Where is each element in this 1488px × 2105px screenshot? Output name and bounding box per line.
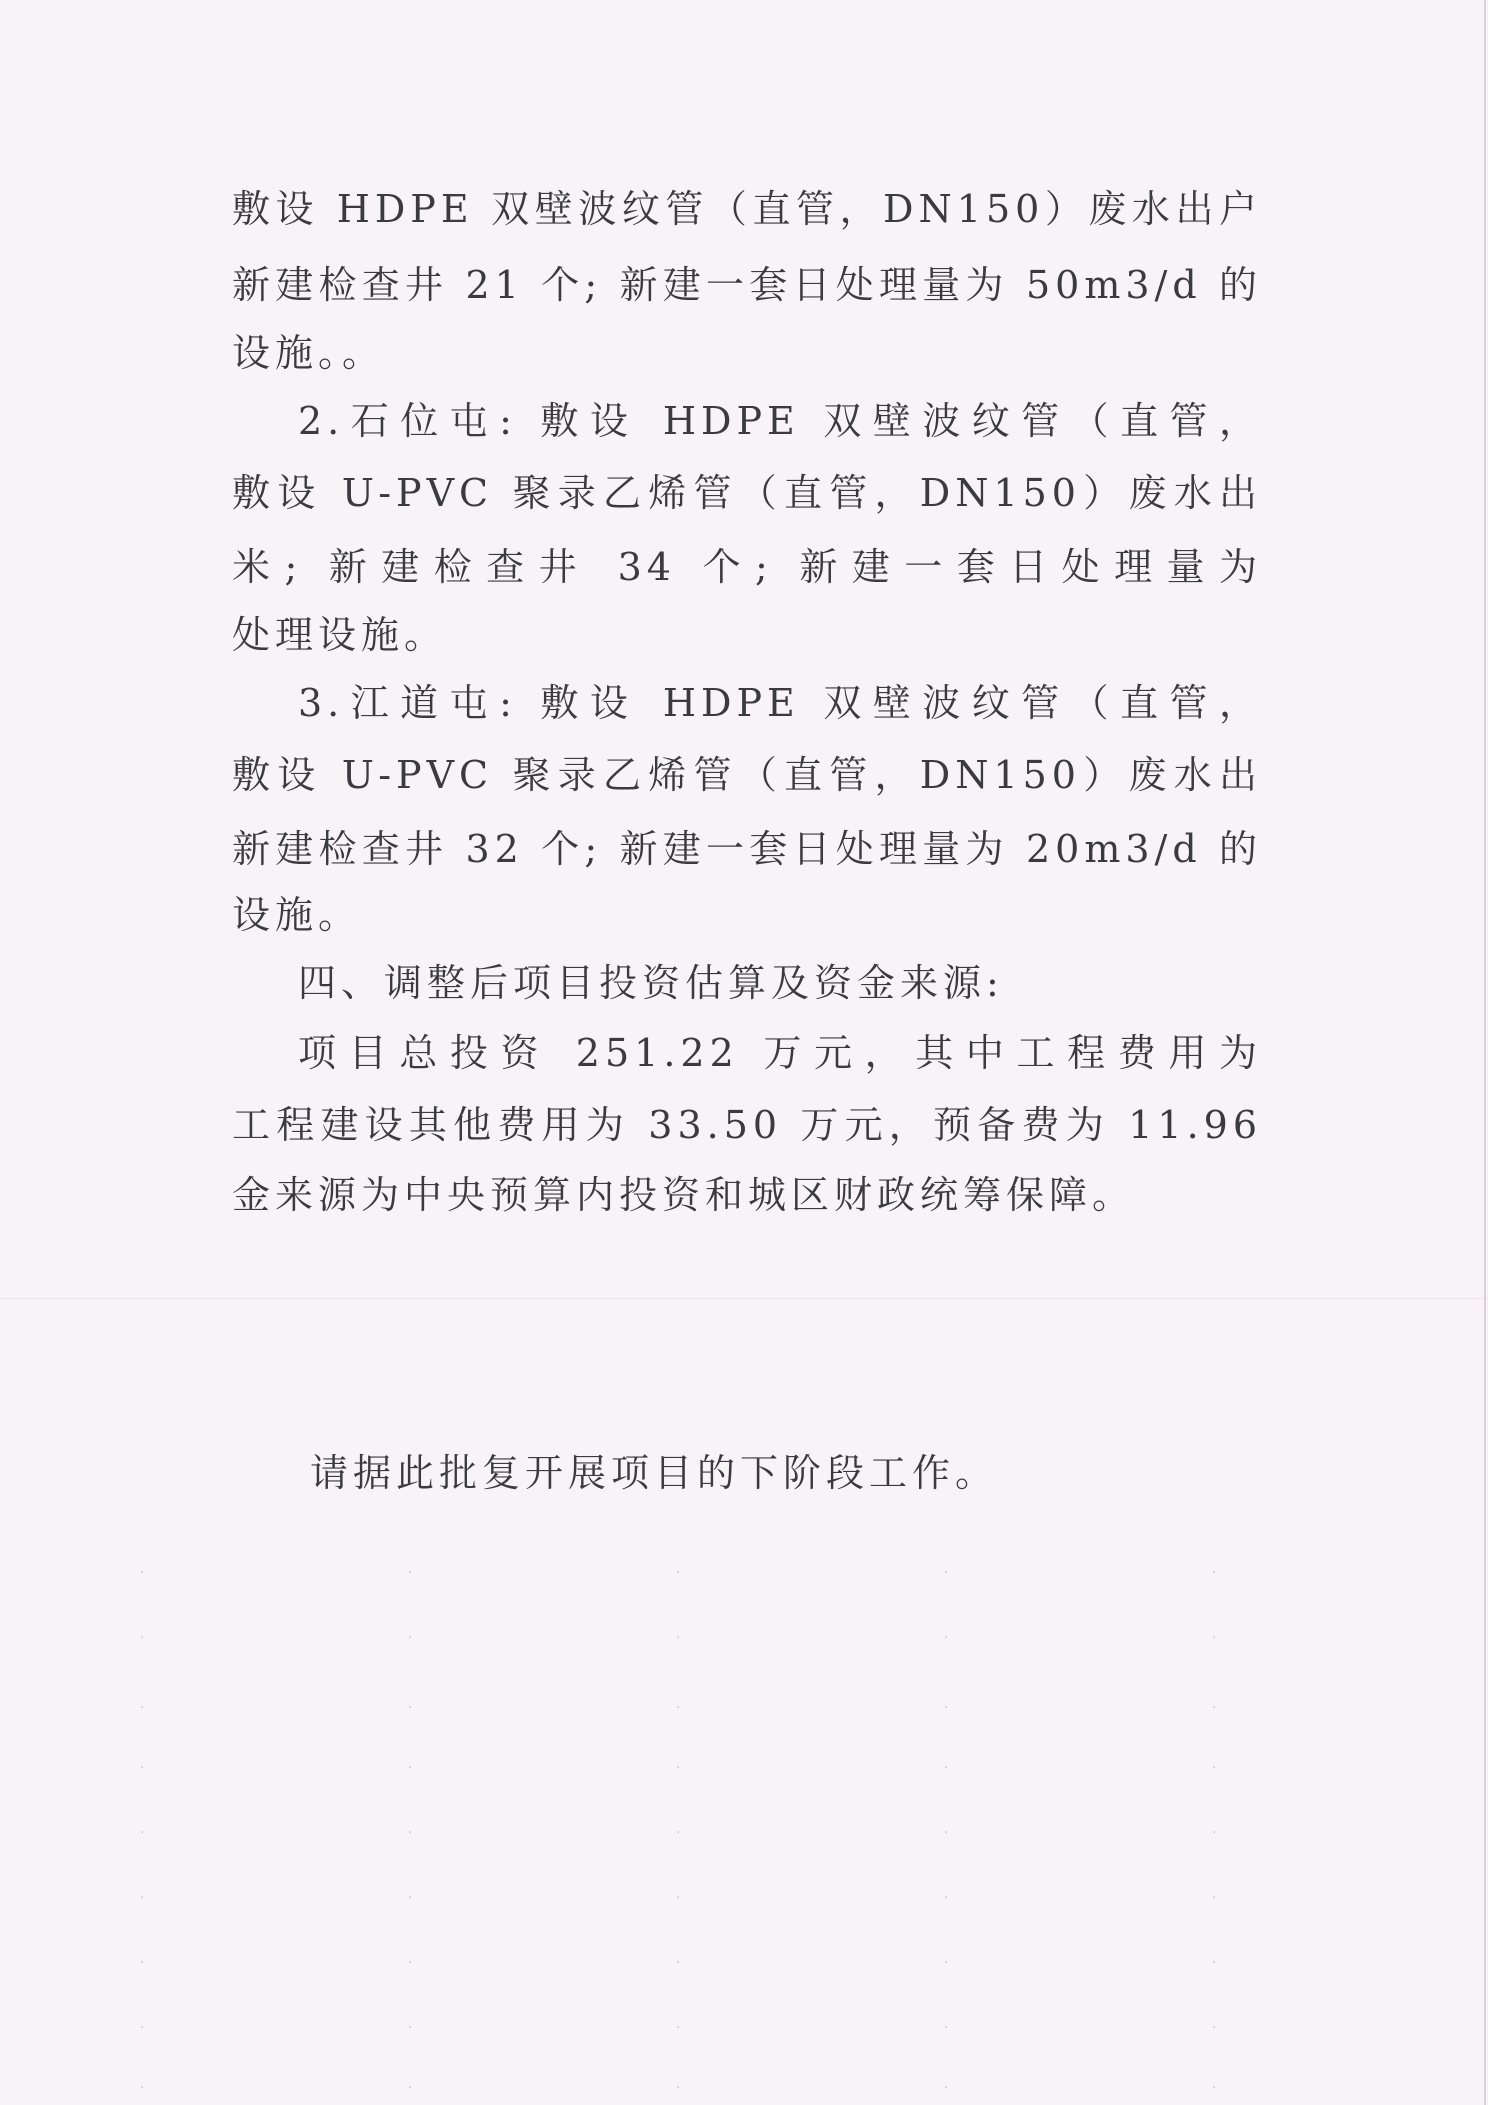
- paragraph-4-line-1: 项目总投资 251.22 万元，其中工程费用为: [298, 1031, 1262, 1075]
- paragraph-3-line-1: 3.江道屯: 敷设 HDPE 双壁波纹管（直管，: [298, 681, 1262, 725]
- scan-dot: ·: [944, 1890, 949, 1906]
- paragraph-2-line-4: 处理设施。: [232, 613, 448, 657]
- scan-dot: ·: [1212, 1890, 1217, 1906]
- scan-dot: ·: [1212, 1565, 1217, 1581]
- scan-dot: ·: [1212, 2080, 1217, 2096]
- scan-dot: ·: [140, 1565, 145, 1581]
- scan-dot: ·: [676, 1700, 681, 1716]
- scan-dot: ·: [408, 1955, 413, 1971]
- scan-dot: ·: [944, 1700, 949, 1716]
- scan-dot: ·: [408, 1700, 413, 1716]
- scan-dot: ·: [676, 1890, 681, 1906]
- paragraph-1-line-2: 新建检查井 21 个; 新建一套日处理量为 50m3/d 的: [232, 263, 1262, 307]
- scan-dot: ·: [408, 1890, 413, 1906]
- scan-dot: ·: [408, 1825, 413, 1841]
- fold-line: [0, 1298, 1488, 1299]
- scan-dot: ·: [676, 1825, 681, 1841]
- scan-dot: ·: [1212, 1760, 1217, 1776]
- scan-dot: ·: [944, 1955, 949, 1971]
- scan-dot: ·: [676, 2020, 681, 2036]
- paragraph-1-line-1: 敷设 HDPE 双壁波纹管（直管，DN150）废水出户: [232, 187, 1262, 231]
- section-heading: 四、调整后项目投资估算及资金来源:: [298, 961, 1004, 1005]
- scan-dot: ·: [944, 1630, 949, 1646]
- scan-dot: ·: [140, 1630, 145, 1646]
- scan-dot: ·: [1212, 1630, 1217, 1646]
- scan-dot: ·: [140, 2020, 145, 2036]
- scan-dot: ·: [676, 1630, 681, 1646]
- scan-dot: ·: [140, 1700, 145, 1716]
- scan-dot: ·: [676, 1760, 681, 1776]
- scan-dot: ·: [140, 2080, 145, 2096]
- scan-dot: ·: [944, 2080, 949, 2096]
- scan-dot: ·: [408, 2080, 413, 2096]
- paragraph-4-line-2: 工程建设其他费用为 33.50 万元，预备费为 11.96: [232, 1103, 1262, 1147]
- scan-dot: ·: [1212, 2020, 1217, 2036]
- scan-dot: ·: [408, 1565, 413, 1581]
- paragraph-3-line-2: 敷设 U-PVC 聚录乙烯管（直管，DN150）废水出: [232, 753, 1262, 797]
- scan-dot: ·: [408, 2020, 413, 2036]
- scan-dot: ·: [408, 1760, 413, 1776]
- scan-dot: ·: [944, 1825, 949, 1841]
- scan-dot: ·: [1212, 1955, 1217, 1971]
- paragraph-3-line-4: 设施。: [232, 893, 362, 937]
- scan-dot: ·: [944, 1565, 949, 1581]
- scan-dot: ·: [140, 1955, 145, 1971]
- scan-dot: ·: [676, 1565, 681, 1581]
- closing-instruction: 请据此批复开展项目的下阶段工作。: [310, 1451, 999, 1495]
- scan-dot: ·: [1212, 1700, 1217, 1716]
- paragraph-3-line-3: 新建检查井 32 个; 新建一套日处理量为 20m3/d 的: [232, 827, 1262, 871]
- paragraph-4-line-3: 金来源为中央预算内投资和城区财政统筹保障。: [232, 1173, 1136, 1217]
- scan-dot: ·: [676, 1955, 681, 1971]
- scan-dot: ·: [140, 1760, 145, 1776]
- scan-dot: ·: [140, 1825, 145, 1841]
- paragraph-2-line-3: 米; 新建检查井 34 个; 新建一套日处理量为: [232, 545, 1262, 589]
- scan-dot: ·: [944, 1760, 949, 1776]
- paragraph-1-line-3: 设施。。: [232, 331, 386, 375]
- scan-dot: ·: [676, 2080, 681, 2096]
- paragraph-2-line-2: 敷设 U-PVC 聚录乙烯管（直管，DN150）废水出: [232, 471, 1262, 515]
- paragraph-2-line-1: 2.石位屯: 敷设 HDPE 双壁波纹管（直管，: [298, 399, 1262, 443]
- page-edge-line: [1484, 0, 1486, 2105]
- scan-dot: ·: [1212, 1825, 1217, 1841]
- scan-dot: ·: [408, 1630, 413, 1646]
- scan-dot: ·: [140, 1890, 145, 1906]
- scan-dot: ·: [944, 2020, 949, 2036]
